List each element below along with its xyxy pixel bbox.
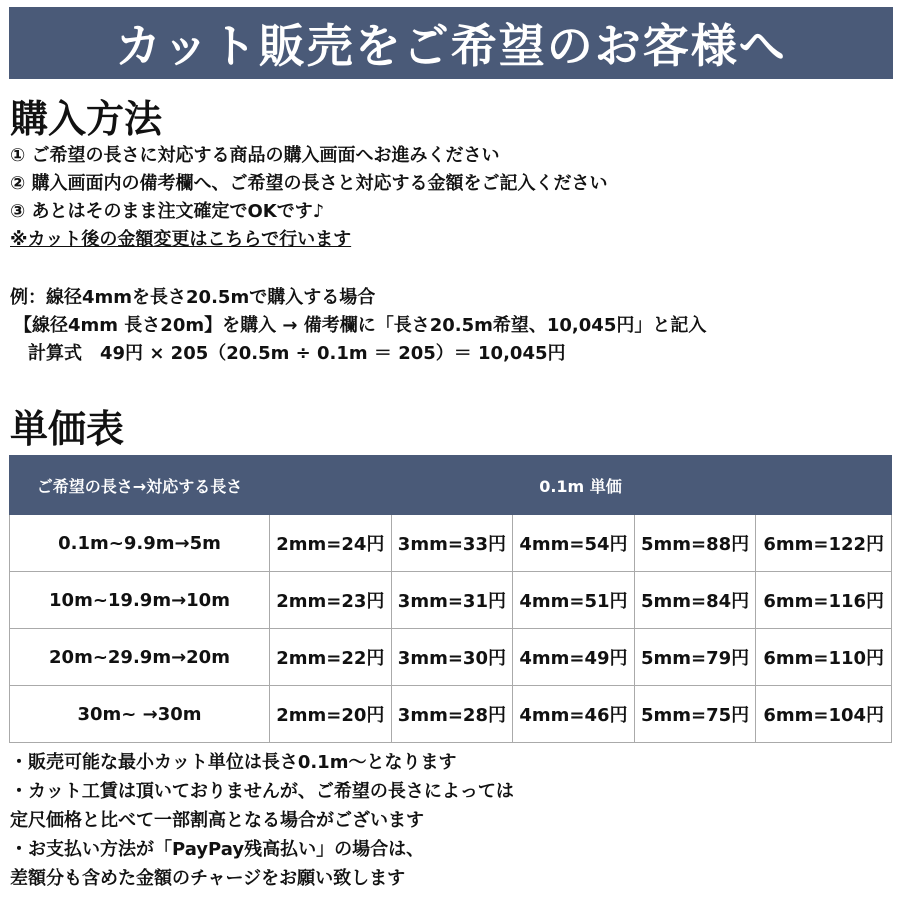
- purchase-steps: [10, 142, 608, 254]
- header-range: ご希望の長さ→対応する長さ: [10, 456, 270, 515]
- purchase-heading: 購入方法: [10, 97, 163, 141]
- step-1: ① ご希望の長さに対応する商品の購入画面へお進みください: [10, 145, 500, 166]
- price-change-note: ※カット後の金額変更はこちらで行います: [10, 229, 352, 250]
- price-cell: 4mm=49円: [513, 629, 635, 686]
- price-cell: 4mm=46円: [513, 686, 635, 743]
- step-2: ② 購入画面内の備考欄へ、ご希望の長さと対応する金額をご記入ください: [10, 173, 608, 194]
- footer-line: 差額分も含めた金額のチャージをお願い致します: [10, 868, 406, 889]
- price-cell: 2mm=24円: [270, 515, 392, 572]
- header-unit-price: 0.1m 単価: [270, 456, 892, 515]
- price-cell: 2mm=23円: [270, 572, 392, 629]
- price-cell: 6mm=122円: [756, 515, 892, 572]
- price-table-header-row: [10, 456, 892, 515]
- price-cell: 5mm=84円: [634, 572, 756, 629]
- table-row: [10, 686, 892, 743]
- table-row: [10, 572, 892, 629]
- price-cell: 3mm=30円: [391, 629, 513, 686]
- price-cell: 5mm=79円: [634, 629, 756, 686]
- price-table: [9, 455, 892, 743]
- table-row: [10, 515, 892, 572]
- price-cell: 6mm=116円: [756, 572, 892, 629]
- price-cell: 5mm=88円: [634, 515, 756, 572]
- banner-title: カット販売をご希望のお客様へ: [9, 7, 893, 79]
- price-cell: 3mm=31円: [391, 572, 513, 629]
- price-cell: 3mm=28円: [391, 686, 513, 743]
- example-title: 例：線径4mmを長さ20.5mで購入する場合: [10, 287, 376, 308]
- price-cell: 5mm=75円: [634, 686, 756, 743]
- footer-line: ・販売可能な最小カット単位は長さ0.1m〜となります: [10, 752, 457, 773]
- price-table-heading: 単価表: [10, 407, 125, 451]
- range-cell: 20m~29.9m→20m: [10, 629, 270, 686]
- price-cell: 2mm=22円: [270, 629, 392, 686]
- step-3: ③ あとはそのまま注文確定でOKです♪: [10, 201, 325, 222]
- price-cell: 4mm=54円: [513, 515, 635, 572]
- footer-line: 定尺価格と比べて一部割高となる場合がございます: [10, 810, 424, 831]
- footer-line: ・お支払い方法が「PayPay残高払い」の場合は、: [10, 839, 425, 860]
- example-block: [10, 284, 706, 368]
- footer-notes: [10, 748, 514, 893]
- footer-line: ・カット工賃は頂いておりませんが、ご希望の長さによっては: [10, 781, 514, 802]
- range-cell: 10m~19.9m→10m: [10, 572, 270, 629]
- example-case: 【線径4mm 長さ20m】を購入 → 備考欄に「長さ20.5m希望、10,045円」と記入: [14, 315, 707, 336]
- price-cell: 2mm=20円: [270, 686, 392, 743]
- price-cell: 3mm=33円: [391, 515, 513, 572]
- example-formula: 計算式 49円 × 205（20.5m ÷ 0.1m ＝ 205）＝ 10,045円: [28, 343, 566, 364]
- price-cell: 4mm=51円: [513, 572, 635, 629]
- table-row: [10, 629, 892, 686]
- price-cell: 6mm=104円: [756, 686, 892, 743]
- price-cell: 6mm=110円: [756, 629, 892, 686]
- range-cell: 30m~ →30m: [10, 686, 270, 743]
- range-cell: 0.1m~9.9m→5m: [10, 515, 270, 572]
